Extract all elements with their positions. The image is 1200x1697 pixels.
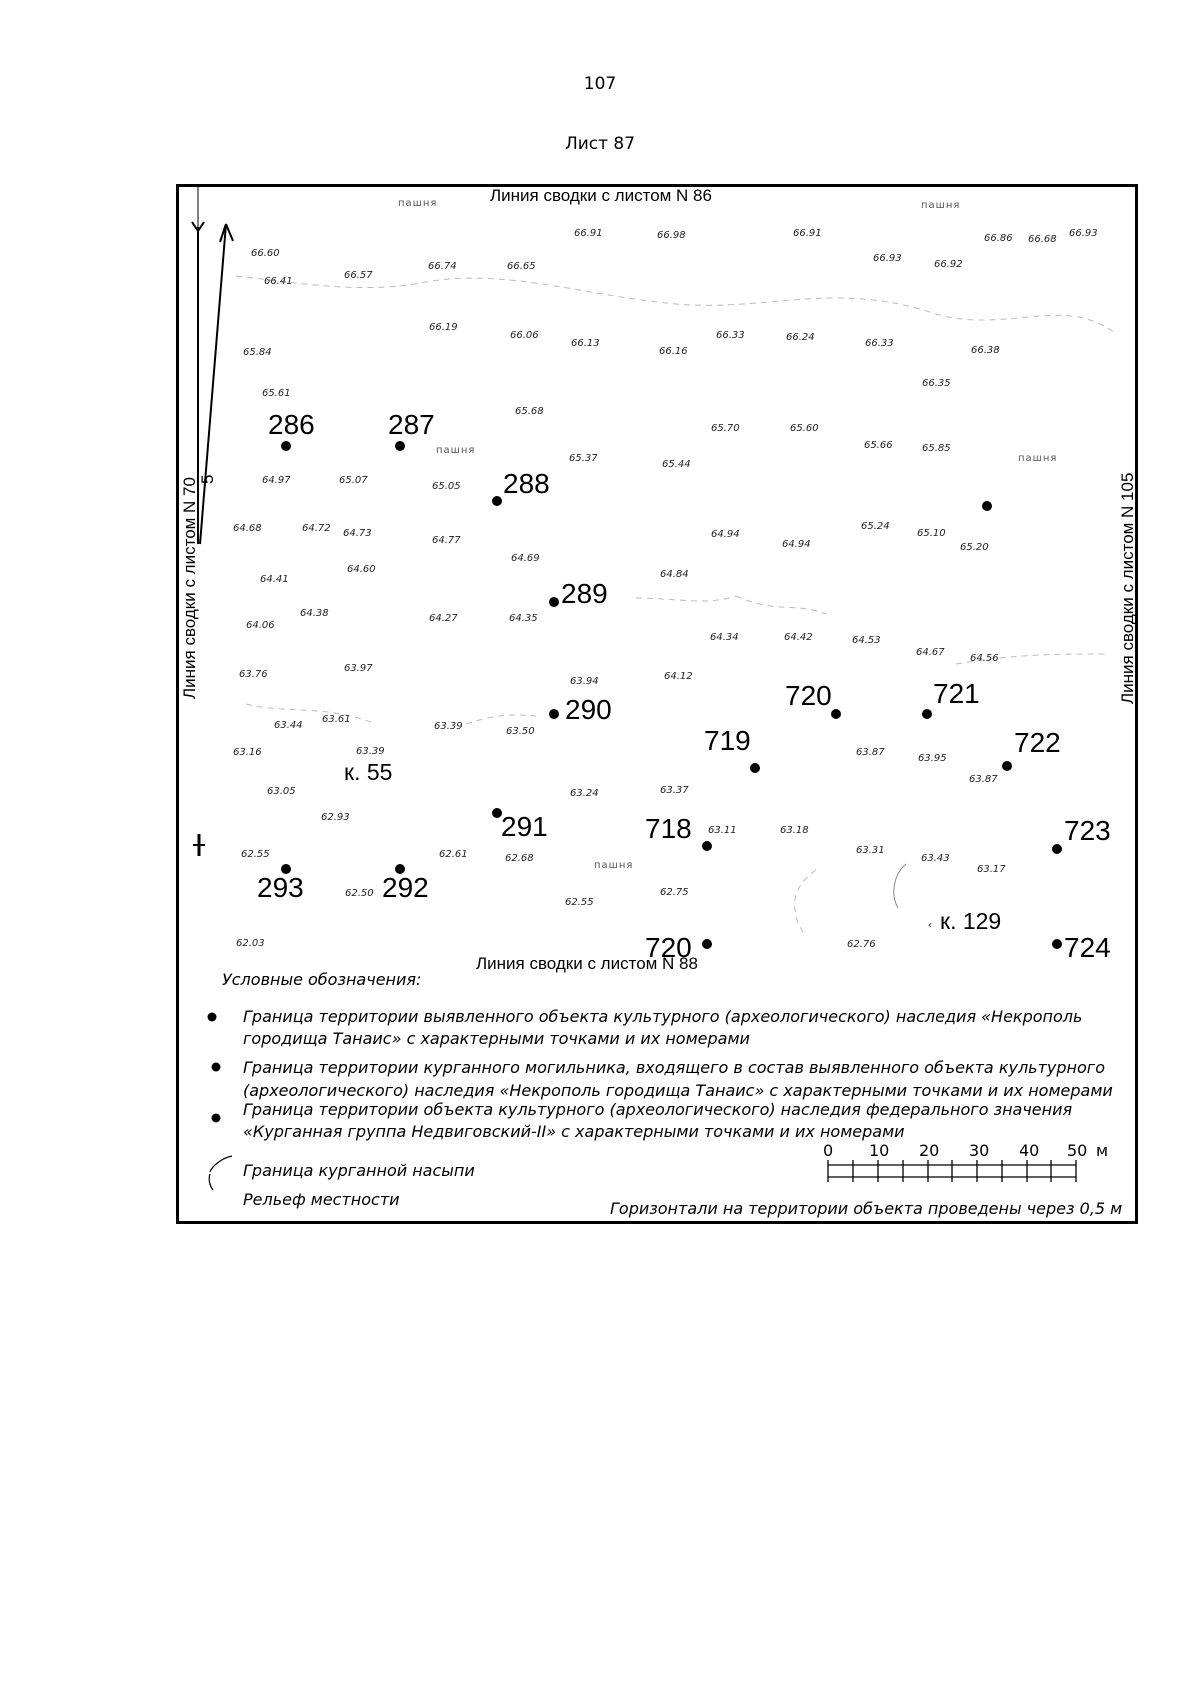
- land-label: пашня: [398, 198, 438, 209]
- boundary-point-marker: [1052, 844, 1062, 854]
- elevation-label: 64.73: [343, 528, 372, 539]
- elevation-label: 66.98: [657, 230, 686, 241]
- elevation-label: 62.93: [321, 812, 350, 823]
- boundary-point-marker: [1052, 939, 1062, 949]
- elevation-label: 66.35: [922, 378, 951, 389]
- elevation-label: 65.07: [339, 475, 368, 486]
- kurgan-arc-icon: [894, 864, 906, 908]
- legend-item-5: Рельеф местности: [243, 1190, 400, 1209]
- boundary-point-label: 720: [645, 932, 692, 963]
- boundary-point-marker: [750, 763, 760, 773]
- elevation-label: 66.74: [428, 261, 457, 272]
- boundary-point-label: 289: [561, 578, 608, 609]
- elevation-label: 62.50: [345, 888, 374, 899]
- elevation-label: 63.39: [434, 721, 463, 732]
- sheet-title: Лист 87: [564, 134, 636, 154]
- legend: [208, 970, 1123, 1218]
- elevation-label: 62.76: [847, 939, 876, 950]
- elevation-label: 64.68: [233, 523, 262, 534]
- elevation-label: 63.43: [921, 853, 950, 864]
- elevation-label: 63.50: [506, 726, 535, 737]
- elevation-label: 63.95: [918, 753, 947, 764]
- elevation-label: 64.56: [970, 653, 999, 664]
- elevation-label: 63.16: [233, 747, 262, 758]
- boundary-point-marker: [549, 709, 559, 719]
- kurgan-label: к. 129: [940, 908, 1002, 934]
- boundary-point-label: 718: [645, 813, 692, 844]
- elevation-label: 62.55: [241, 849, 270, 860]
- scale-tick-label: 30: [969, 1141, 990, 1160]
- elevation-label: 63.31: [856, 845, 885, 856]
- land-label: пашня: [1018, 453, 1058, 464]
- elevation-label: 65.68: [515, 406, 544, 417]
- left-edge-label: Линия сводки с листом N 70: [180, 477, 199, 699]
- boundary-point-label: 723: [1064, 815, 1111, 846]
- elevation-label: 66.86: [984, 233, 1013, 244]
- elevation-label: 65.24: [861, 521, 890, 532]
- elevation-label: 66.91: [793, 228, 822, 239]
- elevation-label: 64.12: [664, 671, 693, 682]
- kurgan-label: к. 55: [344, 759, 393, 785]
- elevation-label: 63.24: [570, 788, 599, 799]
- elevation-label: 65.61: [262, 388, 291, 399]
- legend-item-2-line-2: (археологического) наследия «Некрополь городища Танаис» с характерными точками и их номерами: [243, 1081, 1113, 1100]
- elevation-label: 66.13: [571, 338, 600, 349]
- elevation-label: 63.44: [274, 720, 303, 731]
- elevation-label: 66.38: [971, 345, 1000, 356]
- elevation-label: 64.35: [509, 613, 538, 624]
- elevation-label: 66.16: [659, 346, 688, 357]
- elevation-label: 66.60: [251, 248, 280, 259]
- elevation-label: 63.37: [660, 785, 689, 796]
- elevation-label: 62.03: [236, 938, 265, 949]
- elevation-label: 62.75: [660, 887, 689, 898]
- elevation-label: 66.57: [344, 270, 373, 281]
- elevation-label: 64.94: [782, 539, 811, 550]
- elevation-label: 64.84: [660, 569, 689, 580]
- elevation-label: 63.05: [267, 786, 296, 797]
- elevation-label: 63.94: [570, 676, 599, 687]
- elevation-label: 65.60: [790, 423, 819, 434]
- legend-point-icon: [212, 1114, 221, 1123]
- legend-item-1-line-2: городища Танаис» с характерными точками и их номерами: [243, 1029, 750, 1048]
- kurgan-boundary-icon: [209, 1156, 232, 1190]
- legend-point-icon: [212, 1063, 221, 1072]
- boundary-point-marker: [831, 709, 841, 719]
- elevation-label: 66.06: [510, 330, 539, 341]
- scale-bar: [823, 1141, 1108, 1182]
- elevation-label: 65.66: [864, 440, 893, 451]
- boundary-point-label: 293: [257, 872, 304, 903]
- elevation-label: 64.60: [347, 564, 376, 575]
- legend-item-3-line-1: Граница территории объекта культурного (археологического) наследия федерального значения: [243, 1100, 1073, 1119]
- elevation-label: 63.76: [239, 669, 268, 680]
- elevation-label: 65.05: [432, 481, 461, 492]
- scale-unit: м: [1096, 1141, 1109, 1160]
- boundary-point-label: 724: [1064, 932, 1111, 963]
- elevation-label: 65.37: [569, 453, 598, 464]
- boundary-point-label: 291: [501, 811, 548, 842]
- boundary-point-label: 720: [785, 680, 832, 711]
- marker-left-icon: [193, 834, 205, 856]
- elevation-label: 66.33: [865, 338, 894, 349]
- boundary-point-label: 722: [1014, 727, 1061, 758]
- scale-tick-label: 0: [823, 1141, 834, 1160]
- boundary-point-label: 288: [503, 468, 550, 499]
- elevation-label: 65.85: [922, 443, 951, 454]
- north-arrow-icon: [192, 184, 233, 544]
- elevation-label: 65.70: [711, 423, 740, 434]
- elevation-label: 63.39: [356, 746, 385, 757]
- legend-item-4: Граница курганной насыпи: [243, 1161, 475, 1180]
- contour-note: Горизонтали на территории объекта проведены через 0,5 м: [610, 1199, 1123, 1218]
- boundary-point-marker: [395, 441, 405, 451]
- boundary-point-label: 286: [268, 409, 315, 440]
- elevation-label: 64.97: [262, 475, 291, 486]
- elevation-label: 63.97: [344, 663, 373, 674]
- boundary-point-label: 290: [565, 694, 612, 725]
- elevation-label: 66.33: [716, 330, 745, 341]
- elevation-label: 65.20: [960, 542, 989, 553]
- elevation-label: 63.87: [969, 774, 998, 785]
- elevation-label: 65.44: [662, 459, 691, 470]
- elevation-label: 66.92: [934, 259, 963, 270]
- elevation-label: 62.61: [439, 849, 468, 860]
- elevation-label: 66.68: [1028, 234, 1057, 245]
- elevation-label: 63.17: [977, 864, 1006, 875]
- boundary-point-marker: [492, 496, 502, 506]
- boundary-points: [257, 409, 1111, 963]
- elevation-label: 64.38: [300, 608, 329, 619]
- elevation-label: 63.87: [856, 747, 885, 758]
- elevation-label: 63.11: [708, 825, 737, 836]
- scale-tick-label: 20: [919, 1141, 940, 1160]
- elevation-label: 66.91: [574, 228, 603, 239]
- elevation-label: 66.93: [873, 253, 902, 264]
- boundary-point-marker: [281, 441, 291, 451]
- elevation-label: 64.06: [246, 620, 275, 631]
- boundary-point-marker: [702, 841, 712, 851]
- legend-item-3-line-2: «Курганная группа Недвиговский-II» с характерными точками и их номерами: [243, 1122, 905, 1141]
- land-label: пашня: [436, 445, 476, 456]
- elevation-label: 64.69: [511, 553, 540, 564]
- elevation-label: 66.41: [264, 276, 293, 287]
- land-label: пашня: [594, 860, 634, 871]
- land-label: пашня: [921, 200, 961, 211]
- boundary-point-label: 719: [704, 725, 751, 756]
- elevation-label: 66.93: [1069, 228, 1098, 239]
- elevation-label: 66.24: [786, 332, 815, 343]
- kurgan-marker-icon: ‹: [928, 920, 932, 931]
- boundary-point-marker: [982, 501, 992, 511]
- top-edge-label: Линия сводки с листом N 86: [490, 186, 712, 205]
- scale-tick-label: 40: [1019, 1141, 1040, 1160]
- elevation-label: 62.55: [565, 897, 594, 908]
- elevation-label: 64.41: [260, 574, 289, 585]
- scale-tick-label: 10: [869, 1141, 890, 1160]
- bottom-edge-label: Линия сводки с листом N 88: [476, 954, 698, 973]
- elevation-label: 66.65: [507, 261, 536, 272]
- legend-point-icon: [208, 1013, 217, 1022]
- right-edge-label: Линия сводки с листом N 105: [1118, 472, 1137, 704]
- boundary-point-label: 292: [382, 872, 429, 903]
- boundary-point-marker: [702, 939, 712, 949]
- legend-item-1-line-1: Граница территории выявленного объекта культурного (археологического) наследия «Некрополь: [243, 1007, 1083, 1026]
- elevation-label: 64.67: [916, 647, 945, 658]
- north-arrow-label: 5: [198, 474, 217, 484]
- elevation-label: 64.42: [784, 632, 813, 643]
- elevation-label: 65.84: [243, 347, 272, 358]
- page-number: 107: [583, 74, 617, 94]
- elevation-label: 64.94: [711, 529, 740, 540]
- boundary-point-label: 721: [933, 678, 980, 709]
- elevation-label: 63.18: [780, 825, 809, 836]
- elevation-label: 64.53: [852, 635, 881, 646]
- legend-title: Условные обозначения:: [222, 970, 422, 989]
- elevation-label: 65.10: [917, 528, 946, 539]
- elevation-label: 64.77: [432, 535, 461, 546]
- site-map: [176, 184, 1138, 1224]
- legend-item-2-line-1: Граница территории курганного могильника, входящего в состав выявленного объекта культурного: [243, 1058, 1105, 1077]
- boundary-point-label: 287: [388, 409, 435, 440]
- scale-tick-label: 50: [1067, 1141, 1088, 1160]
- elevation-label: 66.19: [429, 322, 458, 333]
- elevation-label: 64.34: [710, 632, 739, 643]
- boundary-point-marker: [1002, 761, 1012, 771]
- elevation-label: 62.68: [505, 853, 534, 864]
- boundary-point-marker: [922, 709, 932, 719]
- elevation-label: 63.61: [322, 714, 351, 725]
- elevation-label: 64.27: [429, 613, 458, 624]
- elevation-label: 64.72: [302, 523, 331, 534]
- boundary-point-marker: [549, 597, 559, 607]
